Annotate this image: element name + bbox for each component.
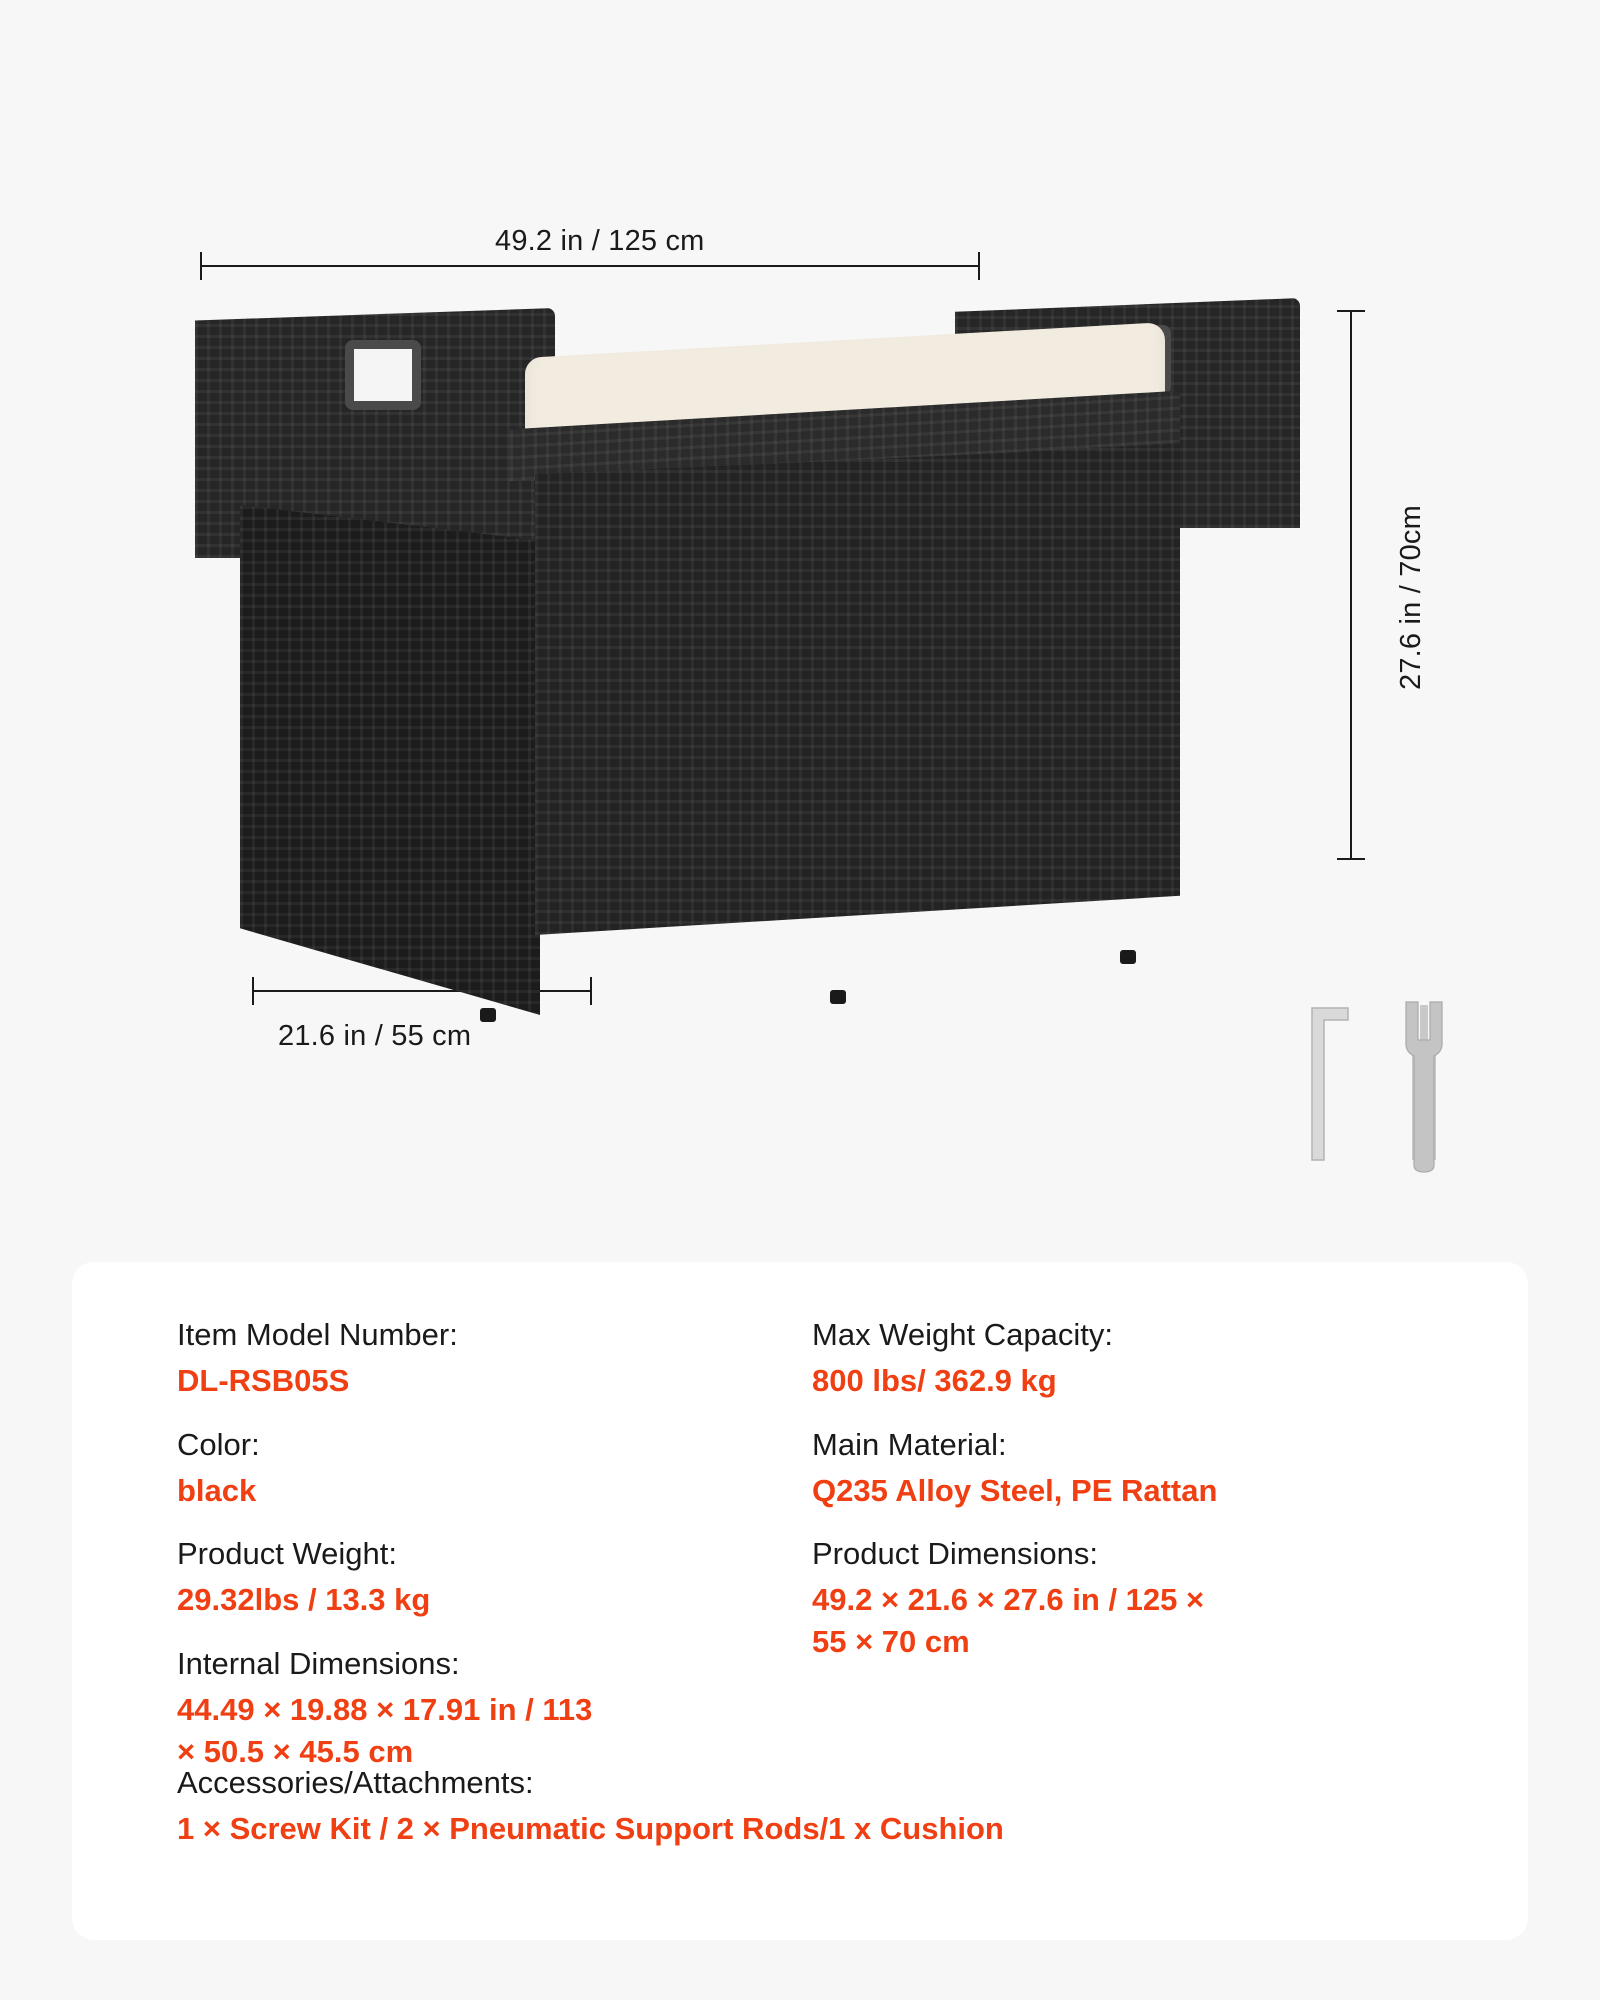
spec-item-color	[177, 1424, 812, 1512]
height-dimension-line	[1350, 310, 1352, 860]
specification-column-left	[177, 1314, 812, 1795]
spec-item-accessories	[177, 1762, 1447, 1850]
spec-item-main-material	[812, 1424, 1447, 1512]
spec-label: Product Dimensions:	[812, 1536, 1099, 1572]
height-dimension-label: 27.6 in / 70cm	[1395, 505, 1427, 690]
spec-item-model-number	[177, 1314, 812, 1402]
spec-value: Q235 Alloy Steel, PE Rattan	[812, 1472, 1218, 1508]
width-dimension-tick-left	[200, 252, 202, 280]
bench-foot	[1120, 950, 1136, 964]
width-dimension-line	[200, 265, 980, 267]
bench-left-handle	[345, 340, 421, 410]
spec-value: 44.49 × 19.88 × 17.91 in / 113 × 50.5 × 45.5 cm	[177, 1691, 593, 1769]
width-dimension-label: 49.2 in / 125 cm	[495, 225, 705, 257]
included-tools	[1300, 1000, 1530, 1200]
spec-label: Color:	[177, 1426, 260, 1462]
specification-grid	[177, 1314, 1447, 1795]
specification-card	[72, 1262, 1528, 1940]
width-dimension-tick-right	[978, 252, 980, 280]
spec-label: Max Weight Capacity:	[812, 1317, 1113, 1352]
height-dimension-tick-bottom	[1337, 858, 1365, 860]
spec-label: Item Model Number:	[177, 1317, 458, 1352]
bench-front-panel	[535, 445, 1180, 935]
spec-value: 800 lbs/ 362.9 kg	[812, 1362, 1057, 1398]
spec-label: Accessories/Attachments:	[177, 1765, 534, 1800]
specification-column-right	[812, 1314, 1447, 1795]
rattan-weave-texture	[535, 445, 1180, 935]
spec-item-max-weight-capacity	[812, 1314, 1447, 1402]
spec-label: Product Weight:	[177, 1536, 397, 1572]
spec-value: black	[177, 1472, 257, 1508]
height-dimension-tick-top	[1337, 310, 1365, 312]
spec-value: 49.2 × 21.6 × 27.6 in / 125 × 55 × 70 cm	[812, 1582, 1205, 1660]
spec-value: 29.32lbs / 13.3 kg	[177, 1582, 431, 1618]
wrench-icon	[1406, 1002, 1442, 1172]
bench-foot	[830, 990, 846, 1004]
bench-side-panel	[240, 505, 540, 1015]
rattan-weave-texture	[240, 505, 540, 1015]
spec-item-internal-dimensions	[177, 1643, 812, 1773]
spec-item-product-weight	[177, 1533, 812, 1621]
spec-label: Main Material:	[812, 1426, 1007, 1462]
bench-foot	[480, 1008, 496, 1022]
spec-value: 1 × Screw Kit / 2 × Pneumatic Support Rods/1 x Cushion	[177, 1810, 1004, 1846]
spec-label: Internal Dimensions:	[177, 1646, 460, 1682]
storage-bench-image	[180, 290, 1310, 1000]
allen-key-icon	[1312, 1008, 1348, 1160]
spec-value: DL-RSB05S	[177, 1362, 350, 1398]
depth-dimension-label: 21.6 in / 55 cm	[278, 1020, 472, 1052]
tools-svg	[1300, 1000, 1530, 1200]
spec-item-product-dimensions	[812, 1533, 1447, 1663]
